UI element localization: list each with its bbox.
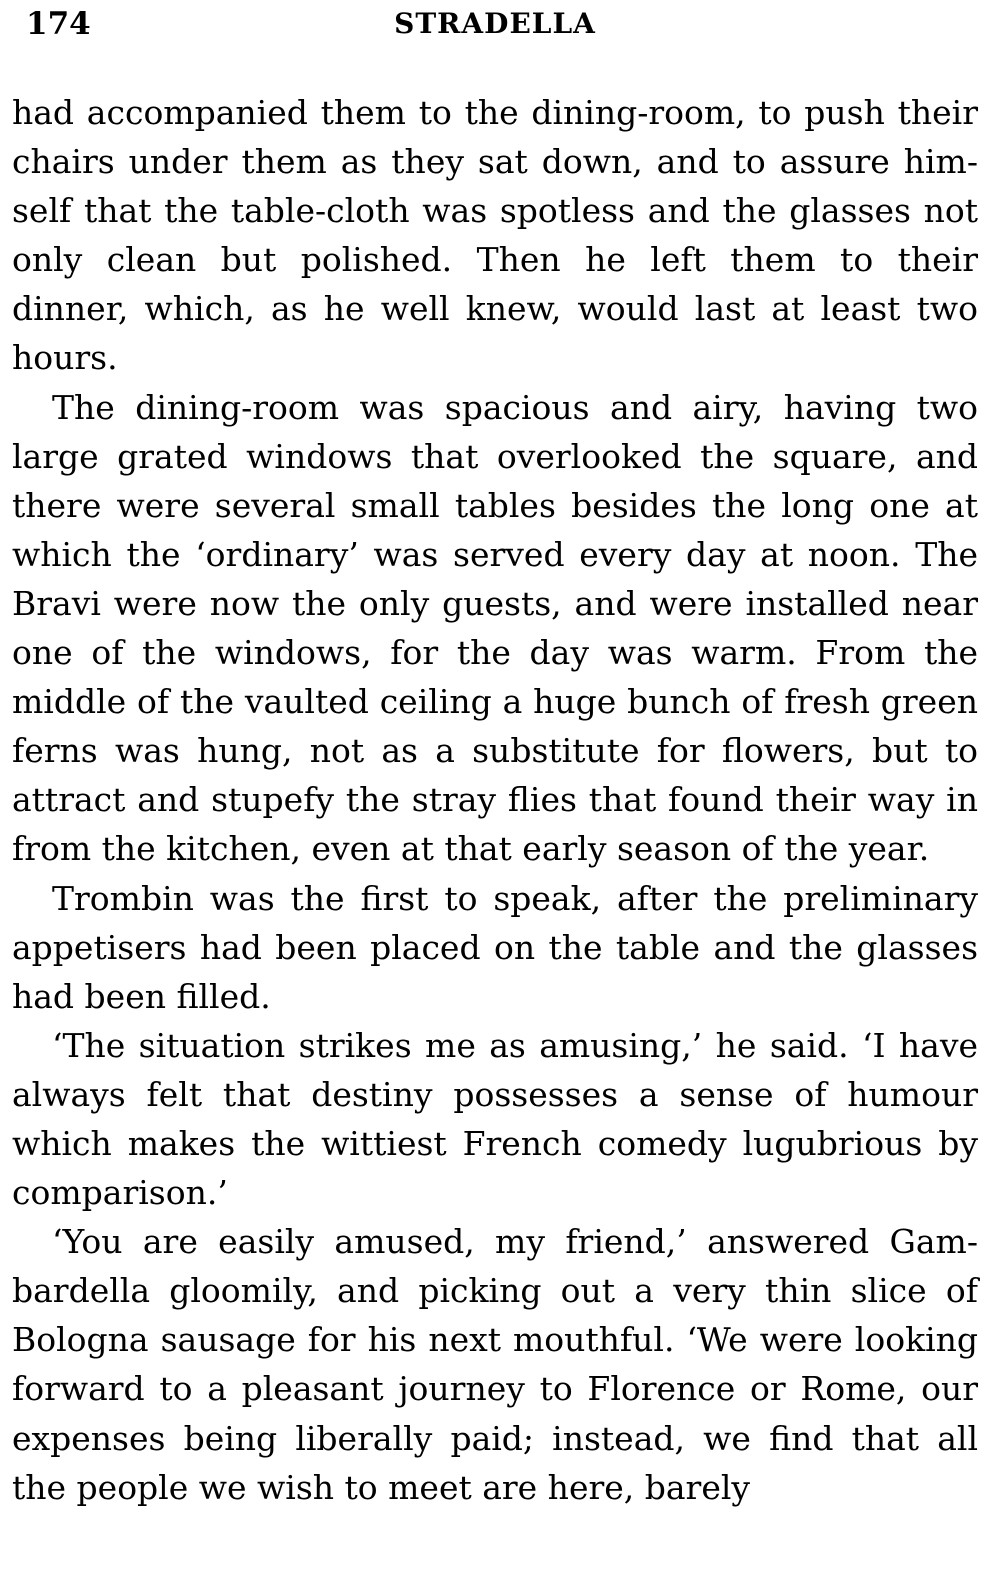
running-title: STRADELLA [394,7,596,40]
paragraph-gambardella: ‘You are easily amused, my friend,’ answered Gambardella gloomily, and picking out a very thin slice of Bologna sausage for his next mouthful. ‘We were looking forward to a pleasant journey to Florence or Rome, our expenses being liberally paid; instead, we find that all the people we wish to meet are here, barely [12,1222,978,1507]
paragraph-trombin: Trombin was the first to speak, after the preliminary appetisers had been placed on the table and the glasses had been filled. [12,878,978,1016]
page-number: 174 [26,6,91,42]
running-head [12,0,978,48]
paragraph-dining-room: The dining-room was spacious and airy, having two large grated windows that overlooked the square, and there were several small tables besides the long one at which the ‘ordinary’ was served every day at noon. The Bravi were now the only guests, and were installed near one of the windows, for the day was warm. From the middle of the vaulted ceiling a huge bunch of fresh green ferns was hung, not as a substitute for flowers, but to attract and stupefy the stray flies that found their way in from the kitchen, even at that early season of the year. [12,387,978,869]
paragraph-situation: ‘The situation strikes me as amusing,’ he said. ‘I have always felt that destiny possesses a sense of humour which makes the wittiest French comedy lugubrious by comparison.’ [12,1025,978,1213]
body-text [12,88,978,1512]
paragraph-continuation: had accompanied them to the dining-room, to push their chairs under them as they sat down, and to assure himself that the table-cloth was spotless and the glasses not only clean but polished. Then he left them to their dinner, which, as he well knew, would last at least two hours. [12,93,978,378]
